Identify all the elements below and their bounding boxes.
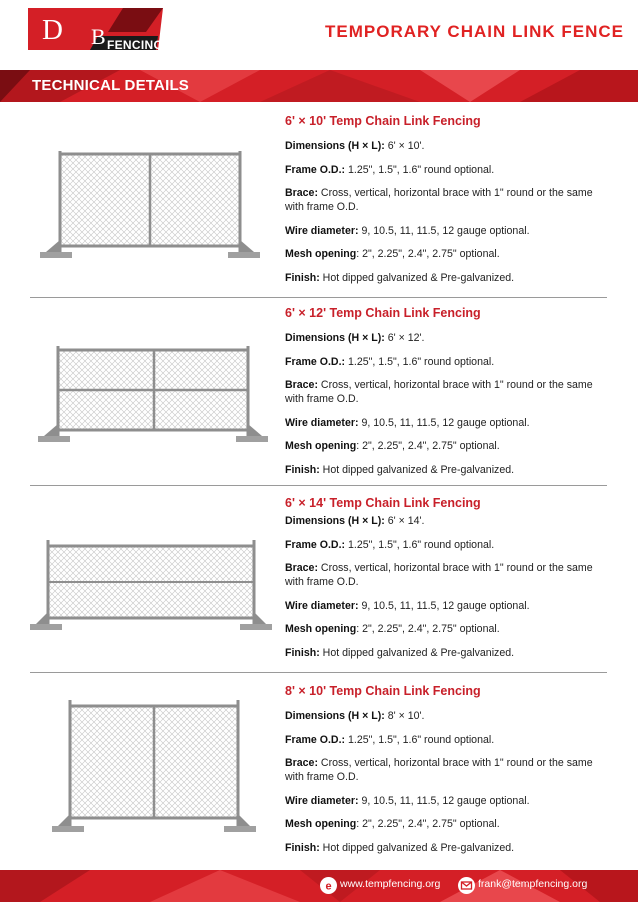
spec-label: Finish: xyxy=(285,463,320,476)
spec-label: Finish: xyxy=(285,841,320,854)
fence-6x12-specs xyxy=(285,306,605,486)
spec-value: 9, 10.5, 11, 11.5, 12 gauge optional. xyxy=(358,794,530,807)
svg-text:e: e xyxy=(325,880,332,893)
spec-label: Dimensions (H × L): xyxy=(285,332,385,344)
page-title: TEMPORARY CHAIN LINK FENCE xyxy=(325,22,624,41)
spec-label: Brace: xyxy=(285,187,318,199)
spec-mesh xyxy=(285,817,605,831)
spec-dimensions xyxy=(285,331,605,345)
spec-mesh xyxy=(285,247,605,261)
spec-value: Cross, vertical, horizontal brace with 1" round or the same with frame O.D. xyxy=(285,379,593,405)
spec-value: 9, 10.5, 11, 11.5, 12 gauge optional. xyxy=(358,599,530,612)
spec-mesh xyxy=(285,439,605,453)
spec-brace xyxy=(285,756,605,784)
spec-wire xyxy=(285,794,605,808)
spec-value: 1.25", 1.5", 1.6" round optional. xyxy=(345,538,495,551)
spec-label: Wire diameter: xyxy=(285,416,359,429)
spec-brace xyxy=(285,561,605,589)
spec-value: 6' × 10'. xyxy=(384,140,425,152)
fence-8x10-specs xyxy=(285,684,605,864)
spec-brace xyxy=(285,186,605,214)
banner-title: TECHNICAL DETAILS xyxy=(32,77,190,94)
section-divider xyxy=(30,672,607,673)
spec-frame xyxy=(285,538,605,552)
spec-finish xyxy=(285,271,605,285)
web-icon xyxy=(320,877,337,894)
spec-value: 1.25", 1.5", 1.6" round optional. xyxy=(345,733,495,746)
spec-value: Cross, vertical, horizontal brace with 1" round or the same with frame O.D. xyxy=(285,187,593,213)
spec-value: 1.25", 1.5", 1.6" round optional. xyxy=(345,355,495,368)
spec-label: Dimensions (H × L): xyxy=(285,710,385,722)
fence-6x12-image xyxy=(28,340,268,450)
spec-mesh xyxy=(285,622,605,636)
mail-icon xyxy=(458,877,475,894)
spec-value: Cross, vertical, horizontal brace with 1" round or the same with frame O.D. xyxy=(285,757,593,783)
fence-6x10-specs xyxy=(285,114,605,294)
fence-8x10-image xyxy=(28,692,268,840)
section-title: 8' × 10' Temp Chain Link Fencing xyxy=(285,684,481,698)
fence-6x14-image xyxy=(28,534,278,634)
spec-dimensions xyxy=(285,709,605,723)
spec-label: Finish: xyxy=(285,646,320,659)
spec-label: Frame O.D.: xyxy=(285,733,346,746)
spec-label: Wire diameter: xyxy=(285,599,359,612)
spec-label: Brace: xyxy=(285,562,318,574)
section-title: 6' × 14' Temp Chain Link Fencing xyxy=(285,496,481,510)
fence-6x14-specs xyxy=(285,496,605,669)
spec-finish xyxy=(285,646,605,660)
page-footer xyxy=(0,870,638,902)
spec-value: Hot dipped galvanized & Pre-galvanized. xyxy=(319,841,515,854)
spec-label: Wire diameter: xyxy=(285,794,359,807)
section-divider xyxy=(30,485,607,486)
spec-label: Mesh opening xyxy=(285,440,357,452)
spec-value: Hot dipped galvanized & Pre-galvanized. xyxy=(319,463,515,476)
spec-label: Finish: xyxy=(285,271,320,284)
spec-value: 6' × 12'. xyxy=(384,332,425,344)
spec-label: Dimensions (H × L): xyxy=(285,515,385,527)
logo-fencing-text: FENCING xyxy=(107,38,164,52)
spec-wire xyxy=(285,224,605,238)
spec-value: Cross, vertical, horizontal brace with 1" round or the same with frame O.D. xyxy=(285,562,593,588)
page-header xyxy=(0,0,638,70)
spec-value: Hot dipped galvanized & Pre-galvanized. xyxy=(319,271,515,284)
spec-value: : 2", 2.25", 2.4", 2.75" optional. xyxy=(356,248,500,260)
spec-dimensions xyxy=(285,514,605,528)
spec-value: : 2", 2.25", 2.4", 2.75" optional. xyxy=(356,440,500,452)
email-link[interactable]: frank@tempfencing.org xyxy=(478,878,588,890)
logo-letter-b: B xyxy=(91,24,106,49)
fence-6x10-image xyxy=(28,148,268,268)
section-banner xyxy=(0,70,638,102)
spec-dimensions xyxy=(285,139,605,153)
spec-value: 9, 10.5, 11, 11.5, 12 gauge optional. xyxy=(358,224,530,237)
section-title: 6' × 10' Temp Chain Link Fencing xyxy=(285,114,481,128)
spec-frame xyxy=(285,733,605,747)
spec-value: : 2", 2.25", 2.4", 2.75" optional. xyxy=(356,623,500,635)
spec-label: Frame O.D.: xyxy=(285,355,346,368)
spec-label: Frame O.D.: xyxy=(285,163,346,176)
spec-label: Frame O.D.: xyxy=(285,538,346,551)
spec-label: Mesh opening xyxy=(285,818,357,830)
spec-label: Dimensions (H × L): xyxy=(285,140,385,152)
spec-value: 8' × 10'. xyxy=(384,710,425,722)
spec-label: Brace: xyxy=(285,757,318,769)
spec-value: 1.25", 1.5", 1.6" round optional. xyxy=(345,163,495,176)
spec-value: 6' × 14'. xyxy=(384,515,425,527)
spec-wire xyxy=(285,599,605,613)
spec-value: 9, 10.5, 11, 11.5, 12 gauge optional. xyxy=(358,416,530,429)
spec-value: Hot dipped galvanized & Pre-galvanized. xyxy=(319,646,515,659)
spec-value: : 2", 2.25", 2.4", 2.75" optional. xyxy=(356,818,500,830)
spec-label: Wire diameter: xyxy=(285,224,359,237)
section-divider xyxy=(30,297,607,298)
spec-finish xyxy=(285,463,605,477)
spec-label: Brace: xyxy=(285,379,318,391)
spec-frame xyxy=(285,163,605,177)
website-link[interactable]: www.tempfencing.org xyxy=(340,878,441,890)
spec-label: Mesh opening xyxy=(285,623,357,635)
section-title: 6' × 12' Temp Chain Link Fencing xyxy=(285,306,481,320)
logo-letter-d: D xyxy=(42,14,62,46)
spec-frame xyxy=(285,355,605,369)
spec-brace xyxy=(285,378,605,406)
spec-label: Mesh opening xyxy=(285,248,357,260)
spec-wire xyxy=(285,416,605,430)
spec-finish xyxy=(285,841,605,855)
brand-logo[interactable] xyxy=(28,8,163,50)
